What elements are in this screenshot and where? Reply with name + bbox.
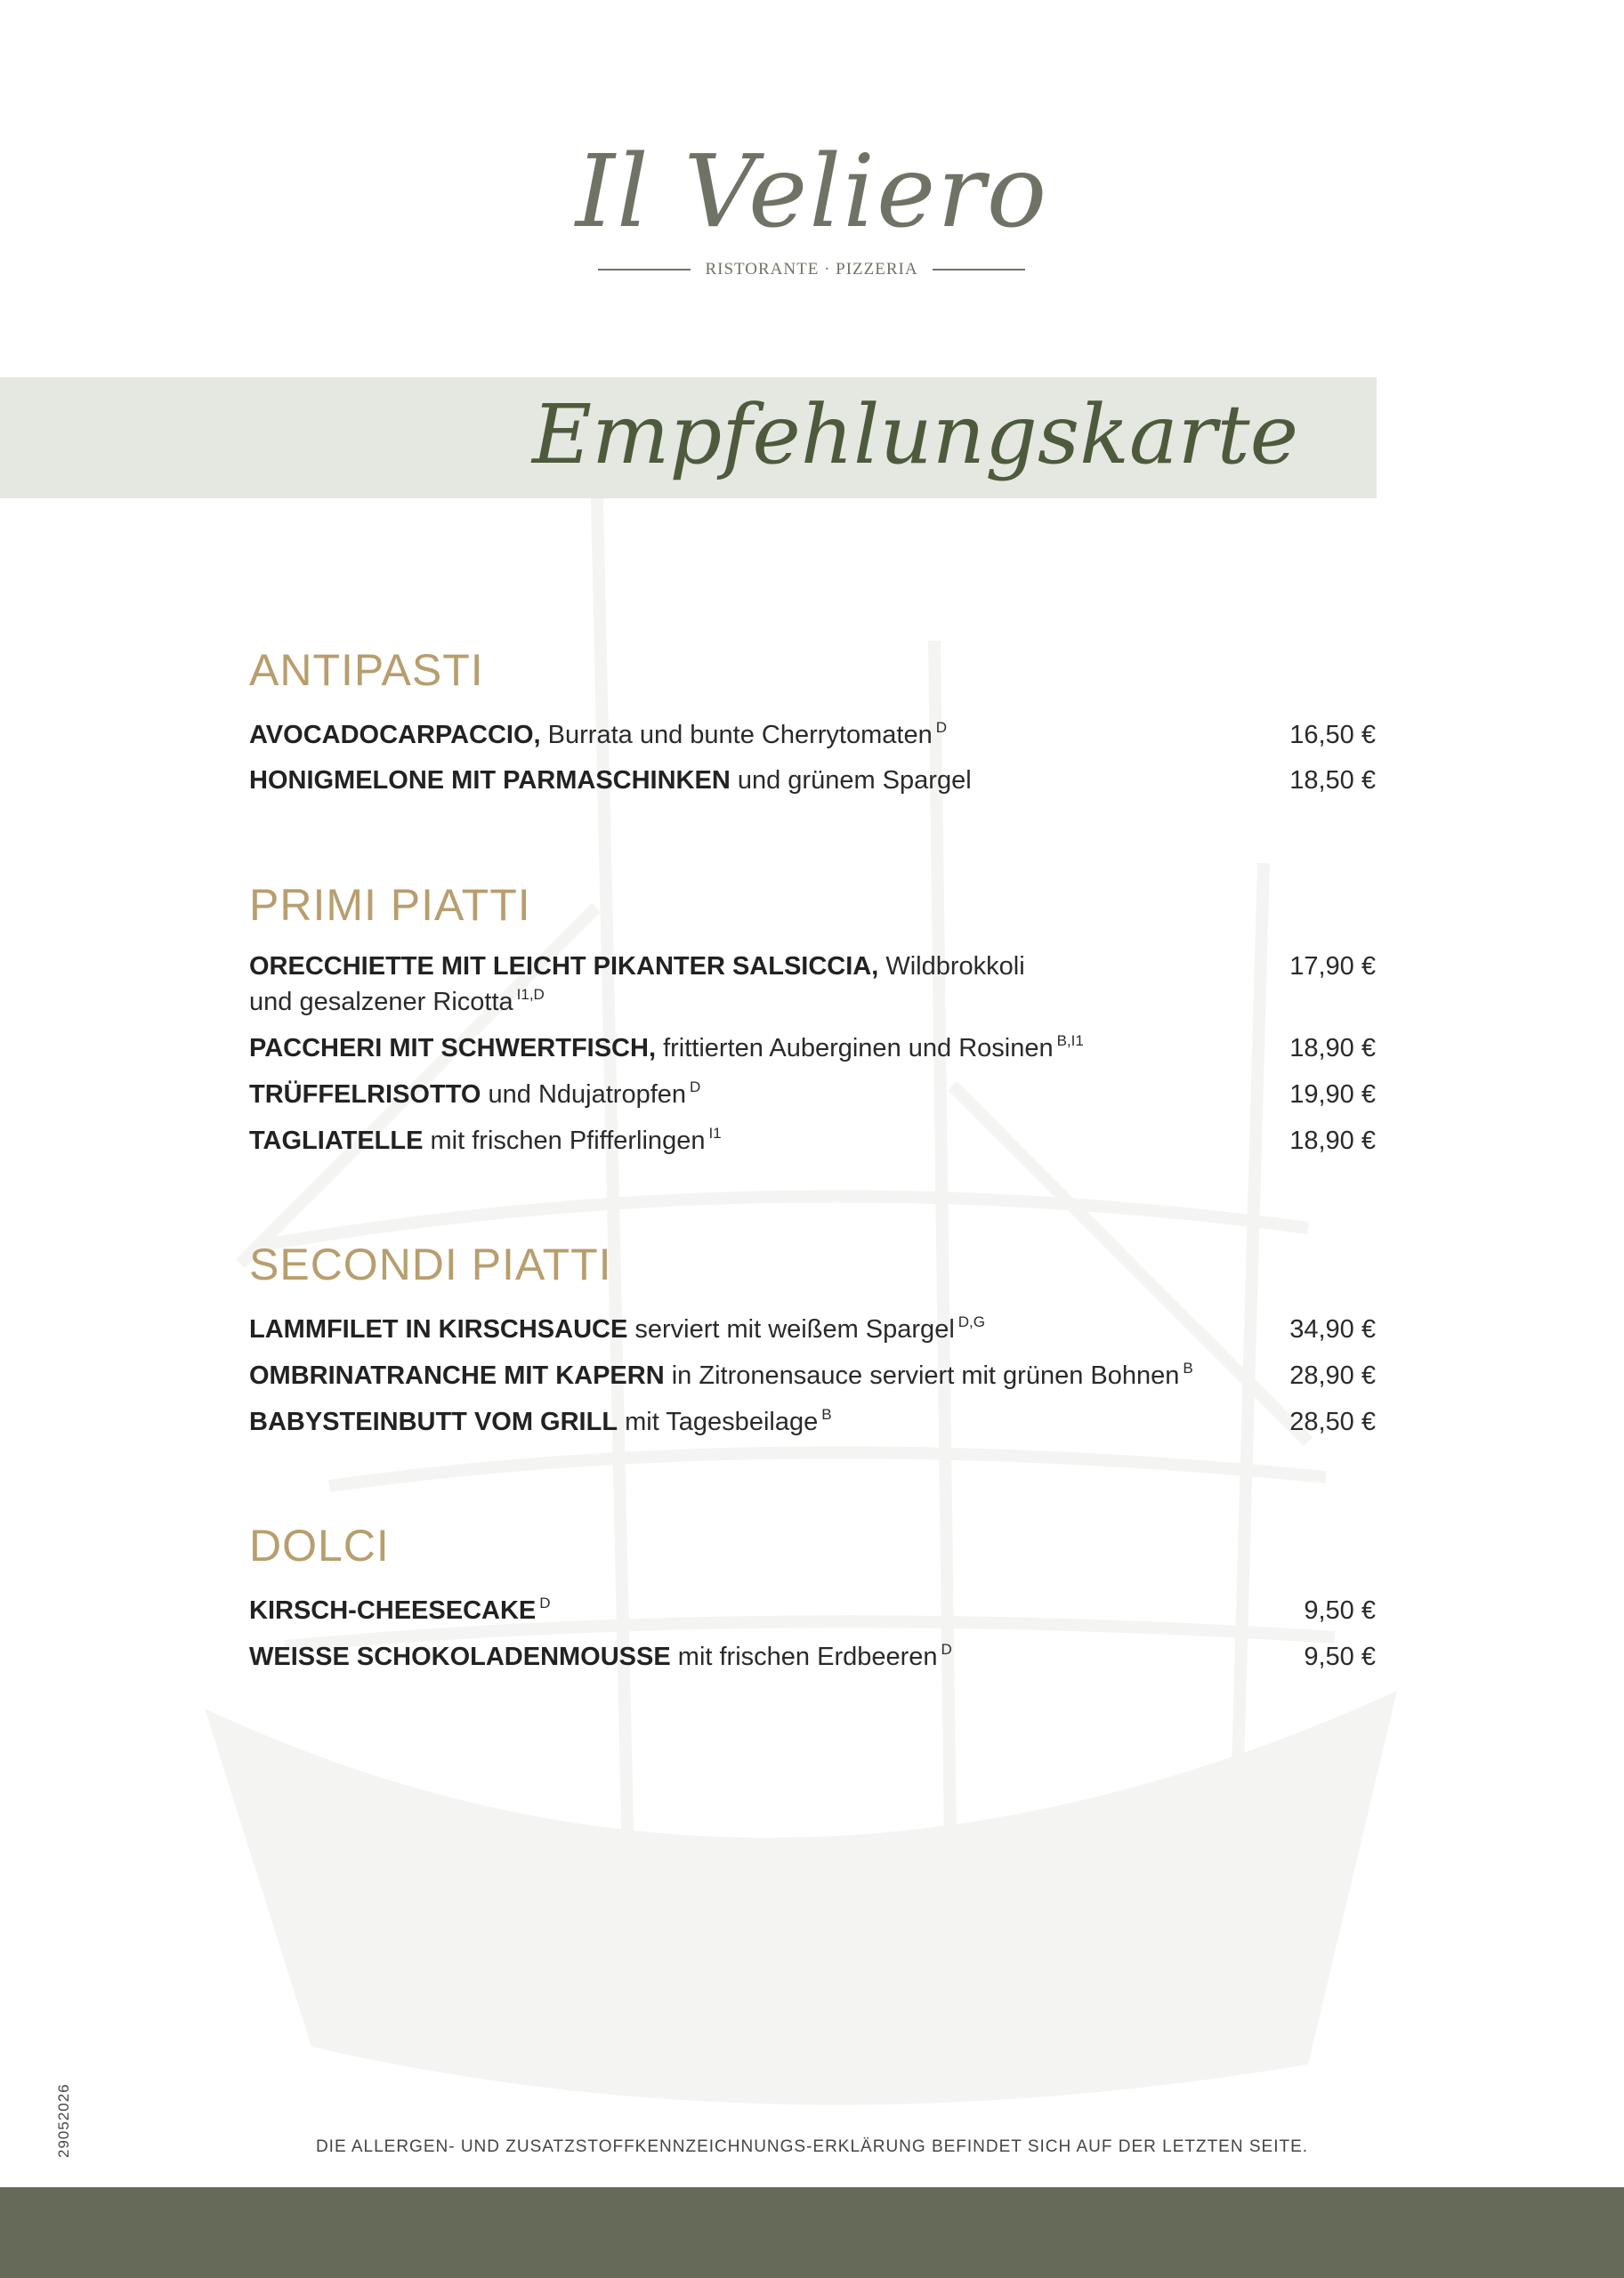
item-description: serviert mit weißem Spargel (634, 1315, 955, 1344)
item-name: TRÜFFELRISOTTO (249, 1080, 481, 1109)
item-description: mit Tagesbeilage (625, 1408, 819, 1436)
item-description: Wildbrokkoli (885, 952, 1025, 981)
menu-item (249, 1593, 1376, 1628)
menu-title: Empfehlungskarte (532, 387, 1299, 482)
item-price: 18,90 € (1289, 1034, 1376, 1062)
item-name: WEISSE SCHOKOLADENMOUSSE (249, 1643, 671, 1671)
item-price: 9,50 € (1304, 1596, 1376, 1625)
logo-subtitle: RISTORANTE · PIZZERIA (705, 260, 918, 279)
item-name: ORECCHIETTE MIT LEICHT PIKANTER SALSICCIA, (249, 952, 879, 981)
menu-item (249, 1404, 1376, 1440)
title-banner (0, 377, 1377, 498)
item-allergens: D (539, 1595, 551, 1612)
item-name: BABYSTEINBUTT VOM GRILL (249, 1408, 618, 1436)
menu-item (249, 1639, 1376, 1675)
menu-item (249, 949, 1376, 1020)
menu-item (249, 1030, 1376, 1066)
item-description-line2: und gesalzener Ricotta (249, 988, 513, 1016)
document-code-wrap (55, 2083, 130, 2176)
item-price: 28,90 € (1289, 1361, 1376, 1390)
menu-item (249, 763, 1376, 798)
bottom-bar (0, 2187, 1624, 2278)
logo-name: Il Veliero (575, 134, 1049, 250)
item-allergens: I1,D (516, 986, 545, 1003)
item-price: 28,50 € (1289, 1408, 1376, 1436)
item-allergens: I1 (708, 1125, 722, 1142)
item-description: mit frischen Pfifferlingen (430, 1127, 706, 1155)
item-allergens: B,I1 (1056, 1032, 1084, 1049)
item-name: AVOCADOCARPACCIO, (249, 721, 541, 749)
section-title-antipasti: ANTIPASTI (249, 645, 484, 695)
section-title-secondi-piatti: SECONDI PIATTI (249, 1240, 612, 1289)
allergen-footnote: DIE ALLERGEN- UND ZUSATZSTOFFKENNZEICHNUNGS-ERKLÄRUNG BEFINDET SICH AUF DER LETZTEN SEITE. (315, 2137, 1309, 2156)
item-allergens: B (821, 1406, 832, 1423)
item-price: 17,90 € (1289, 952, 1376, 981)
item-description: frittierten Auberginen und Rosinen (663, 1034, 1054, 1062)
menu-item (249, 1077, 1376, 1112)
section-title-primi-piatti: PRIMI PIATTI (249, 880, 531, 930)
item-description: und Ndujatropfen (488, 1080, 687, 1109)
item-name: LAMMFILET IN KIRSCHSAUCE (249, 1315, 628, 1344)
ship-watermark (151, 463, 1468, 2153)
item-allergens: D,G (957, 1313, 985, 1330)
menu-item (249, 717, 1376, 753)
document-code: 29052026 (55, 2083, 72, 2158)
logo-subtitle-row (598, 258, 1025, 281)
menu-item (249, 1312, 1376, 1347)
item-price: 9,50 € (1304, 1643, 1376, 1671)
item-allergens: D (935, 719, 947, 736)
logo-rule-right (933, 269, 1025, 271)
item-allergens: D (690, 1078, 701, 1095)
item-description: mit frischen Erdbeeren (677, 1643, 938, 1671)
item-price: 18,90 € (1289, 1127, 1376, 1155)
item-price: 34,90 € (1289, 1315, 1376, 1344)
item-price: 16,50 € (1289, 721, 1376, 749)
item-allergens: B (1183, 1360, 1193, 1377)
item-name: OMBRINATRANCHE MIT KAPERN (249, 1361, 665, 1390)
item-allergens: D (941, 1641, 952, 1658)
item-name: PACCHERI MIT SCHWERTFISCH, (249, 1034, 657, 1062)
item-name: HONIGMELONE MIT PARMASCHINKEN (249, 766, 731, 795)
menu-item (249, 1123, 1376, 1159)
menu-item (249, 1358, 1376, 1393)
item-description: und grünem Spargel (737, 766, 972, 795)
item-name: KIRSCH-CHEESECAKE (249, 1596, 537, 1625)
section-title-dolci: DOLCI (249, 1521, 390, 1571)
item-price: 18,50 € (1289, 766, 1376, 795)
logo-rule-left (598, 269, 691, 271)
item-price: 19,90 € (1289, 1080, 1376, 1109)
item-name: TAGLIATELLE (249, 1127, 424, 1155)
item-description: Burrata und bunte Cherrytomaten (547, 721, 933, 749)
item-description: in Zitronensauce serviert mit grünen Bohnen (671, 1361, 1180, 1390)
